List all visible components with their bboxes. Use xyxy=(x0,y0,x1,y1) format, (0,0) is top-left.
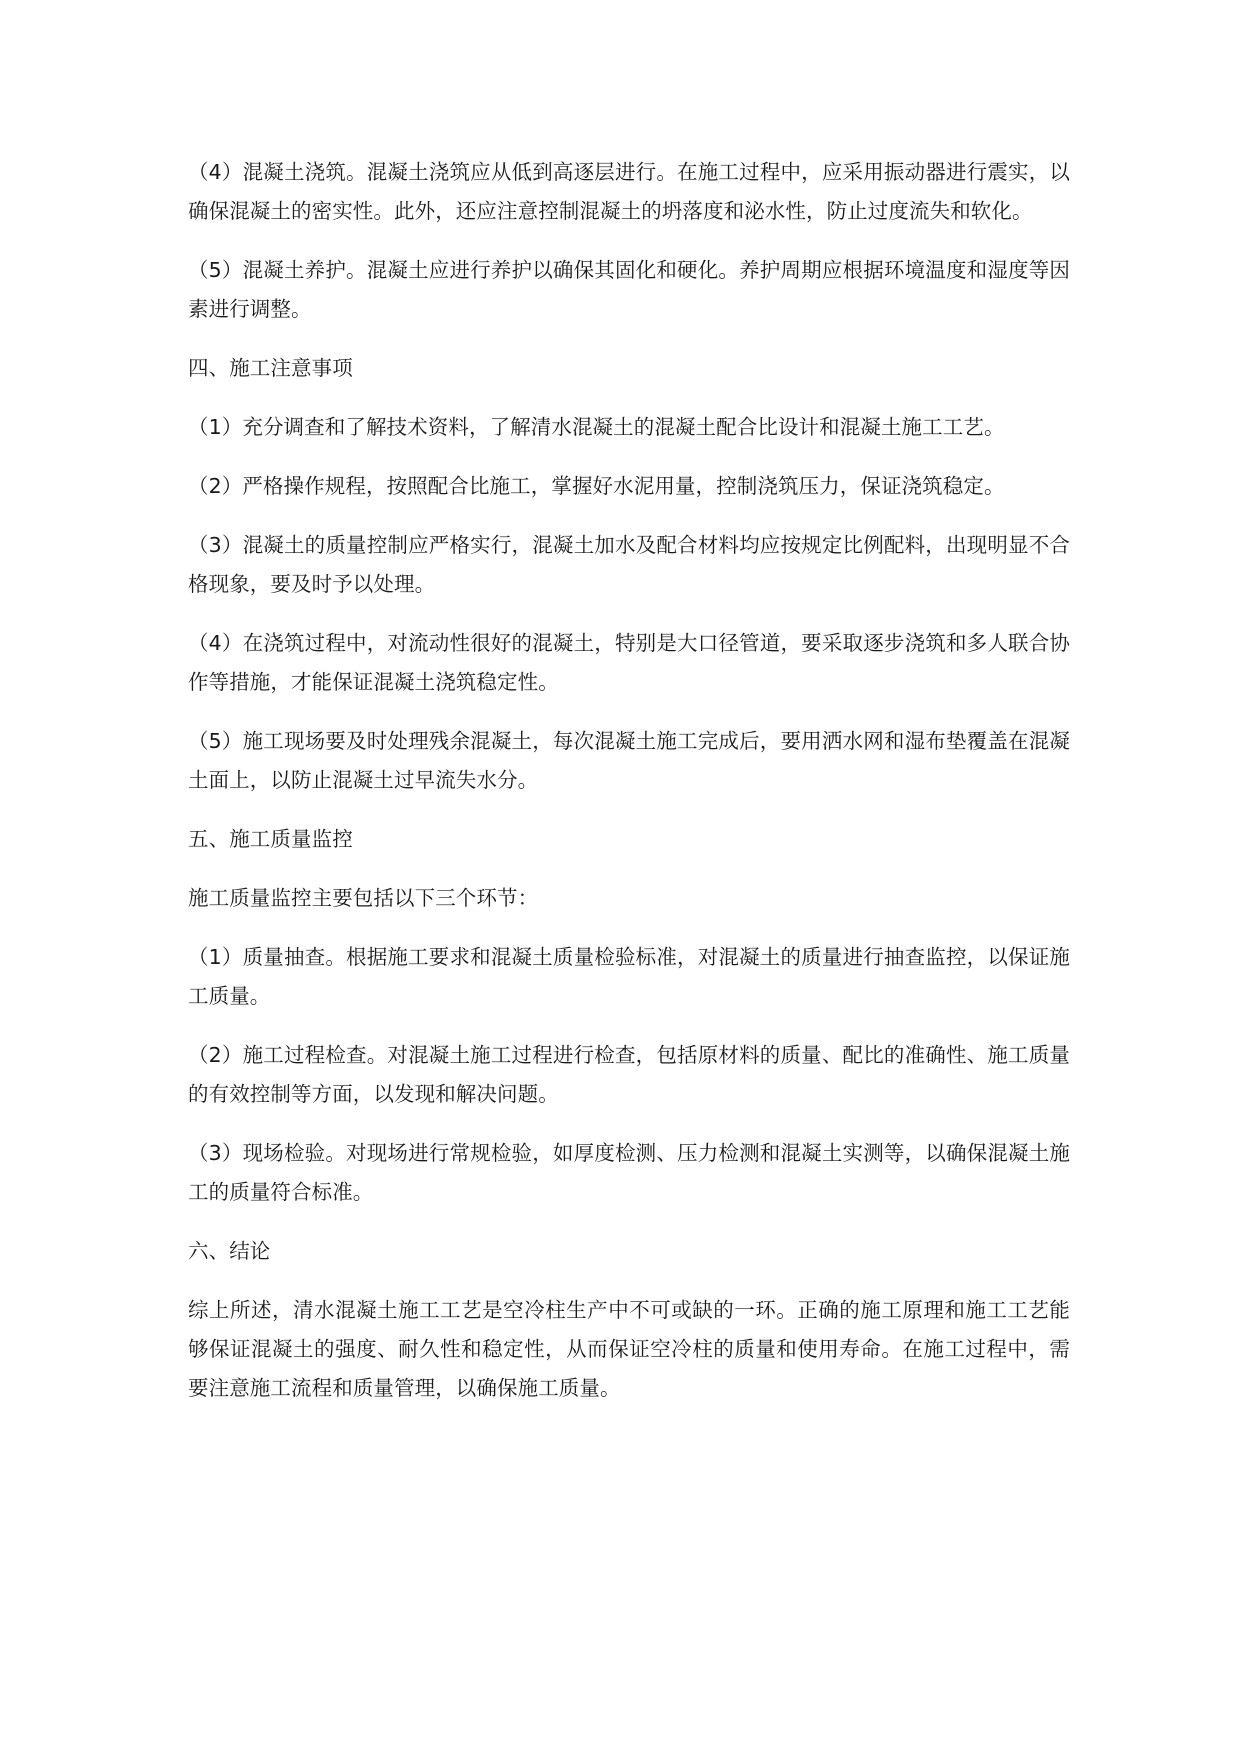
document-body xyxy=(188,153,1070,1428)
section-heading-conclusion: 六、结论 xyxy=(188,1239,271,1263)
section-heading-precautions: 四、施工注意事项 xyxy=(188,356,353,380)
paragraph-precaution-3: （3）混凝土的质量控制应严格实行，混凝土加水及配合材料均应按规定比例配料，出现明显不合格现象，要及时予以处理。 xyxy=(188,533,1070,596)
paragraph-precaution-2: （2）严格操作规程，按照配合比施工，掌握好水泥用量，控制浇筑压力，保证浇筑稳定。 xyxy=(188,474,1005,498)
paragraph-monitoring-3: （3）现场检验。对现场进行常规检验，如厚度检测、压力检测和混凝土实测等，以确保混凝土施工的质量符合标准。 xyxy=(188,1141,1070,1204)
paragraph-precaution-4: （4）在浇筑过程中，对流动性很好的混凝土，特别是大口径管道，要采取逐步浇筑和多人联合协作等措施，才能保证混凝土浇筑稳定性。 xyxy=(188,631,1070,694)
paragraph-monitoring-1: （1）质量抽查。根据施工要求和混凝土质量检验标准，对混凝土的质量进行抽查监控，以保证施工质量。 xyxy=(188,945,1070,1008)
paragraph-precaution-5: （5）施工现场要及时处理残余混凝土，每次混凝土施工完成后，要用洒水网和湿布垫覆盖在混凝土面上，以防止混凝土过早流失水分。 xyxy=(188,729,1070,792)
paragraph-conclusion: 综上所述，清水混凝土施工工艺是空冷柱生产中不可或缺的一环。正确的施工原理和施工工艺能够保证混凝土的强度、耐久性和稳定性，从而保证空冷柱的质量和使用寿命。在施工过程中，需要注意施工流程和质量管理，以确保施工质量。 xyxy=(188,1298,1070,1400)
paragraph-precaution-1: （1）充分调查和了解技术资料，了解清水混凝土的混凝土配合比设计和混凝土施工工艺。 xyxy=(188,415,1005,439)
paragraph-monitoring-intro: 施工质量监控主要包括以下三个环节： xyxy=(188,886,539,910)
paragraph-pouring: （4）混凝土浇筑。混凝土浇筑应从低到高逐层进行。在施工过程中，应采用振动器进行震实，以确保混凝土的密实性。此外，还应注意控制混凝土的坍落度和泌水性，防止过度流失和软化。 xyxy=(188,160,1070,223)
paragraph-monitoring-2: （2）施工过程检查。对混凝土施工过程进行检查，包括原材料的质量、配比的准确性、施工质量的有效控制等方面，以发现和解决问题。 xyxy=(188,1043,1070,1106)
paragraph-curing: （5）混凝土养护。混凝土应进行养护以确保其固化和硬化。养护周期应根据环境温度和湿度等因素进行调整。 xyxy=(188,258,1070,321)
section-heading-quality-monitoring: 五、施工质量监控 xyxy=(188,827,353,851)
